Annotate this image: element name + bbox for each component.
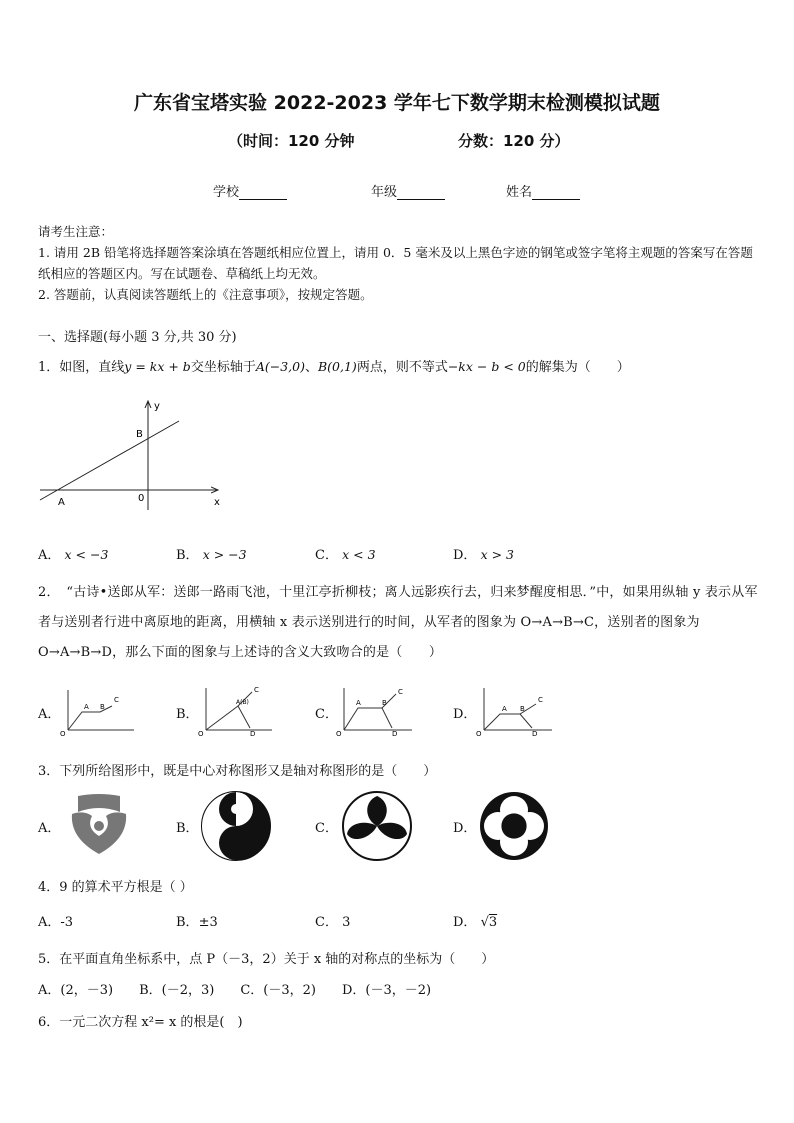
q2-option-c-label[interactable]: C．: [315, 707, 338, 722]
q2-option-b-label[interactable]: B．: [176, 707, 199, 722]
question-5: 5．在平面直角坐标系中，点 P（－3，2）关于 x 轴的对称点的坐标为（ ）: [38, 952, 495, 967]
q3-four-petal-icon[interactable]: [478, 790, 550, 862]
svg-text:0: 0: [138, 493, 145, 504]
q3-option-b-label[interactable]: B．: [176, 821, 199, 836]
svg-text:B: B: [382, 699, 387, 707]
q1-option-c[interactable]: C． x < 3: [315, 547, 376, 563]
svg-text:C: C: [254, 686, 259, 694]
svg-text:O: O: [198, 730, 204, 738]
page-title: 广东省宝塔实验 2022-2023 学年七下数学期末检测模拟试题: [134, 92, 660, 114]
q2-graph-d[interactable]: [476, 684, 556, 738]
svg-text:B: B: [100, 703, 105, 711]
svg-text:D: D: [250, 730, 256, 738]
q3-yin-yang-icon[interactable]: [200, 790, 272, 862]
name-field[interactable]: 姓名: [506, 181, 580, 200]
q2-graph-b[interactable]: [198, 684, 276, 738]
svg-text:y: y: [154, 401, 160, 412]
svg-text:B: B: [520, 705, 525, 713]
section-heading: 一、选择题(每小题 3 分,共 30 分): [38, 330, 237, 345]
notice-heading: 请考生注意：: [38, 224, 114, 239]
q3-option-d-label[interactable]: D．: [453, 821, 477, 836]
q4-option-d[interactable]: D． √3: [453, 915, 498, 930]
q2-graph-c[interactable]: [336, 684, 416, 738]
svg-text:C: C: [398, 688, 403, 696]
q4-option-a[interactable]: A．-3: [38, 915, 74, 930]
q4-option-c[interactable]: C． 3: [315, 915, 351, 930]
q3-option-c-label[interactable]: C．: [315, 821, 338, 836]
svg-text:B: B: [136, 429, 143, 440]
q3-figure-a[interactable]: [64, 790, 134, 860]
svg-text:A: A: [84, 703, 89, 711]
q3-option-a-label[interactable]: A．: [38, 821, 61, 836]
exam-score: 分数：120 分）: [458, 132, 570, 150]
question-2: 2． “古诗•送郎从军：送郎一路雨飞池，十里江亭折柳枝；离人远影疾行去，归来梦醒度相思．”中，如果用纵轴 y 表示从军者与送别者行进中离原地的距离，用横轴 x 表示送别进行的时间，从军者的图象为 O→A→B→C，送别者的图象为 O→A→B→D，那么下面的图象与上述诗的含义大致吻合的是（ ）: [38, 585, 758, 660]
grade-field[interactable]: 年级: [371, 181, 445, 200]
svg-text:A(B): A(B): [236, 699, 249, 706]
svg-text:O: O: [60, 730, 66, 738]
q2-option-d-label[interactable]: D．: [453, 707, 477, 722]
svg-text:D: D: [392, 730, 398, 738]
q4-option-b[interactable]: B．±3: [176, 915, 218, 930]
q1-option-d[interactable]: D． x > 3: [453, 547, 515, 563]
notice-item-1: 1. 请用 2B 铅笔将选择题答案涂填在答题纸相应位置上，请用 0．5 毫米及以上黑色字迹的钢笔或签字笔将主观题的答案写在答题纸相应的答题区内。写在试题卷、草稿纸上均无效。: [38, 245, 753, 281]
svg-text:A: A: [356, 699, 361, 707]
svg-text:O: O: [476, 730, 482, 738]
q2-option-a-label[interactable]: A．: [38, 707, 61, 722]
svg-text:D: D: [532, 730, 538, 738]
q5-options[interactable]: A．(2，－3) B．(－2，3) C．(－3，2) D．(－3，－2): [38, 983, 432, 998]
question-3: 3．下列所给图形中，既是中心对称图形又是轴对称图形的是（ ）: [38, 764, 437, 779]
svg-text:O: O: [336, 730, 342, 738]
notice-item-2: 2. 答题前，认真阅读答题纸上的《注意事项》，按规定答题。: [38, 287, 373, 302]
question-4: 4．9 的算术平方根是（ ）: [38, 880, 193, 895]
svg-text:A: A: [502, 705, 507, 713]
svg-text:C: C: [538, 696, 543, 704]
q1-option-b[interactable]: B． x > −3: [176, 547, 247, 563]
q1-option-a[interactable]: A． x < −3: [38, 547, 109, 563]
question-6: 6．一元二次方程 x²= x 的根是( ): [38, 1015, 243, 1030]
question-1: 1．如图，直线y = kx + b交坐标轴于A(−3,0)、B(0,1)两点，则不等式−kx − b < 0的解集为（ ）: [38, 359, 630, 375]
q2-graph-a[interactable]: [60, 686, 138, 738]
svg-text:C: C: [114, 696, 119, 704]
exam-time: （时间：120 分钟: [228, 132, 355, 150]
q1-graph: [36, 395, 226, 515]
svg-text:A: A: [58, 497, 65, 508]
school-field[interactable]: 学校: [213, 181, 287, 200]
svg-text:x: x: [214, 497, 220, 508]
q3-three-petal-icon[interactable]: [341, 790, 413, 862]
